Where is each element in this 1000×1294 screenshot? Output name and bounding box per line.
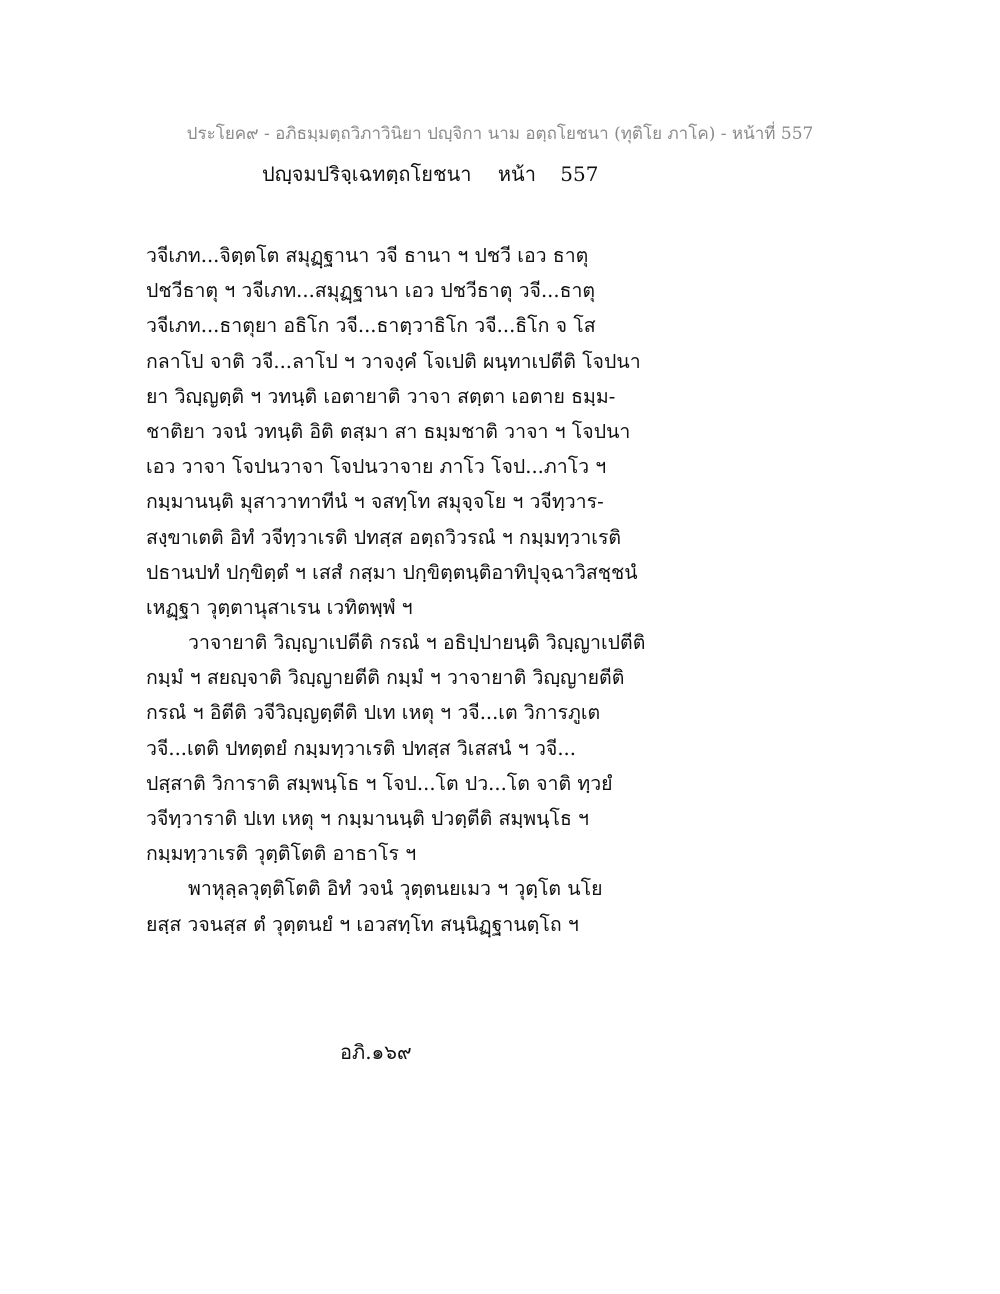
text-line: ปธานปทํ ปกฺขิตฺตํ ฯ เสสํ กสฺมา ปกฺขิตฺตนฺติอาทิปุจฺฉาวิสชฺชนํ [146,560,638,584]
page-number: 557 [560,162,599,186]
section-title-text: ปญฺจมปริจฺเฉทตฺถโยชนา [262,162,472,186]
text-line: กมฺมทฺวาเรติ วุตฺติโตติ อาธาโร ฯ [146,842,417,866]
text-line: กมฺมานนฺติ มุสาวาทาทีนํ ฯ จสทฺโท สมุจฺจโย ฯ วจีทฺวาร- [146,490,604,514]
page-label: หน้า [497,162,536,186]
text-line: ยสฺส วจนสฺส ตํ วุตฺตนยํ ฯ เอวสทฺโท สนฺนิฏฺฐานตฺโถ ฯ [146,912,579,936]
text-line: วจีเภท...จิตฺตโต สมุฏฺฐานา วจี ธานา ฯ ปชวี เอว ธาตุ [146,244,589,267]
text-line: กมฺมํ ฯ สยญฺจาติ วิญฺญายตีติ กมฺมํ ฯ วาจายาติ วิญฺญายตีติ [146,666,625,690]
text-line: ปชวีธาตุ ฯ วจีเภท...สมุฏฺฐานา เอว ปชวีธาตุ วจี...ธาตุ [146,279,596,303]
body-text [146,238,846,942]
text-line: ยา วิญฺญตฺติ ฯ วทนฺติ เอตายาติ วาจา สตฺตา เอตาย ธมฺม- [146,384,616,408]
text-line: ชาติยา วจนํ วทนฺติ อิติ ตสฺมา สา ธมฺมชาติ วาจา ฯ โจปนา [146,419,631,443]
footer-reference: อภิ.๑๖๙ [340,1040,412,1064]
text-line: กลาโป จาติ วจี...ลาโป ฯ วาจงฺคํ โจเปติ ผนฺทาเปตีติ โจปนา [146,349,641,373]
text-line: เอว วาจา โจปนวาจา โจปนวาจาย ภาโว โจป...ภาโว ฯ [146,455,607,479]
paragraph-start-line: วาจายาติ วิญฺญาเปตีติ กรณํ ฯ อธิปฺปายนฺติ วิญฺญาเปตีติ [188,631,646,655]
text-line: วจี...เตติ ปทตฺตยํ กมฺมทฺวาเรติ ปทสฺส วิเสสนํ ฯ วจี... [146,736,576,760]
text-line: เหฏฺฐา วุตฺตานุสาเรน เวทิตพฺพํ ฯ [146,595,413,619]
text-line: ปสฺสาติ วิการาติ สมฺพนฺโธ ฯ โจป...โต ปว...โต จาติ ทฺวยํ [146,771,613,795]
running-header: ประโยค๙ - อภิธมฺมตฺถวิภาวินิยา ปญฺจิกา นาม อตฺถโยชนา (ทุติโย ภาโค) - หน้าที่ 557 [186,124,814,144]
text-line: วจีเภท...ธาตุยา อธิโก วจี...ธาตฺวาธิโก วจี...ธิโก จ โส [146,314,596,338]
text-line: วจีทฺวาราติ ปเท เหตุ ฯ กมฺมานนฺติ ปวตฺตีติ สมฺพนฺโธ ฯ [146,807,590,830]
section-title [262,160,598,188]
paragraph-start-line: พาหุลฺลวุตฺติโตติ อิทํ วจนํ วุตฺตนยเมว ฯ วุตฺโต นโย [188,877,603,901]
text-line: สงฺขาเตติ อิทํ วจีทฺวาเรติ ปทสฺส อตฺถวิวรณํ ฯ กมฺมทฺวาเรติ [146,525,622,549]
text-line: กรณํ ฯ อิตีติ วจีวิญฺญตฺตีติ ปเท เหตุ ฯ วจี...เต วิการภูเต [146,701,601,725]
